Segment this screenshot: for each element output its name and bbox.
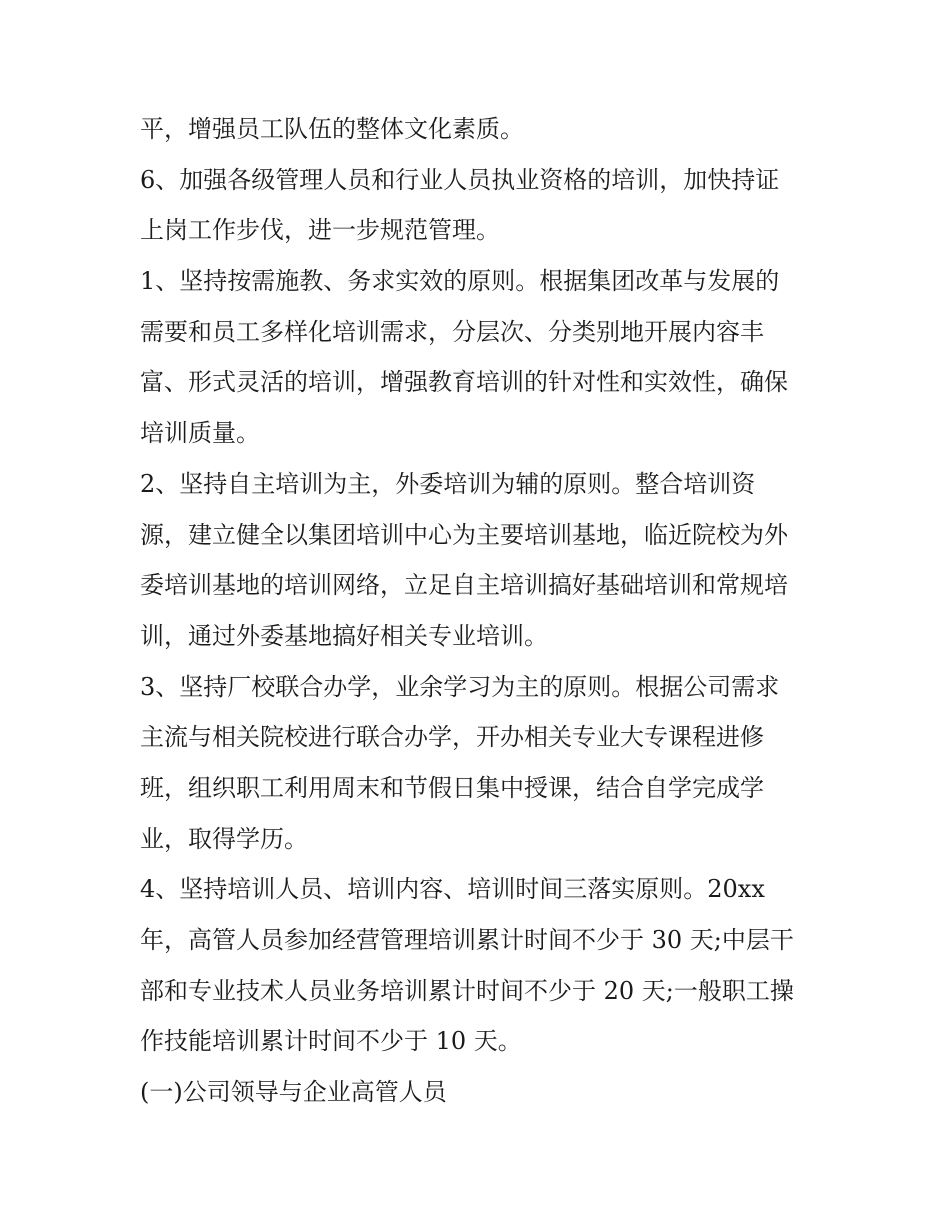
text-line: 3、坚持厂校联合办学，业余学习为主的原则。根据公司需求	[140, 672, 780, 701]
text-line: 业，取得学历。	[140, 824, 308, 853]
document-body	[140, 104, 820, 1118]
text-line: 1、坚持按需施教、务求实效的原则。根据集团改革与发展的	[140, 267, 780, 296]
text-line: 源，建立健全以集团培训中心为主要培训基地，临近院校为外	[140, 520, 788, 549]
text-line: 上岗工作步伐，进一步规范管理。	[140, 216, 500, 245]
text-line: 培训质量。	[140, 419, 260, 448]
text-line: 主流与相关院校进行联合办学，开办相关专业大专课程进修	[140, 723, 764, 752]
text-line: 4、坚持培训人员、培训内容、培训时间三落实原则。20xx	[140, 875, 765, 904]
text-line: 年，高管人员参加经营管理培训累计时间不少于 30 天;中层干	[140, 926, 794, 954]
text-line: 作技能培训累计时间不少于 10 天。	[140, 1027, 522, 1056]
text-line: (一)公司领导与企业高管人员	[140, 1078, 447, 1107]
text-line: 富、形式灵活的培训，增强教育培训的针对性和实效性，确保	[140, 368, 788, 397]
text-line: 部和专业技术人员业务培训累计时间不少于 20 天;一般职工操	[140, 976, 794, 1005]
text-line: 班，组织职工利用周末和节假日集中授课，结合自学完成学	[140, 773, 764, 802]
text-line: 需要和员工多样化培训需求，分层次、分类别地开展内容丰	[140, 317, 764, 346]
text-line: 训，通过外委基地搞好相关专业培训。	[140, 621, 548, 650]
text-line: 2、坚持自主培训为主，外委培训为辅的原则。整合培训资	[140, 469, 756, 498]
text-line: 6、加强各级管理人员和行业人员执业资格的培训，加快持证	[140, 165, 780, 194]
text-line: 平，增强员工队伍的整体文化素质。	[140, 115, 524, 143]
text-line: 委培训基地的培训网络，立足自主培训搞好基础培训和常规培	[140, 571, 788, 600]
